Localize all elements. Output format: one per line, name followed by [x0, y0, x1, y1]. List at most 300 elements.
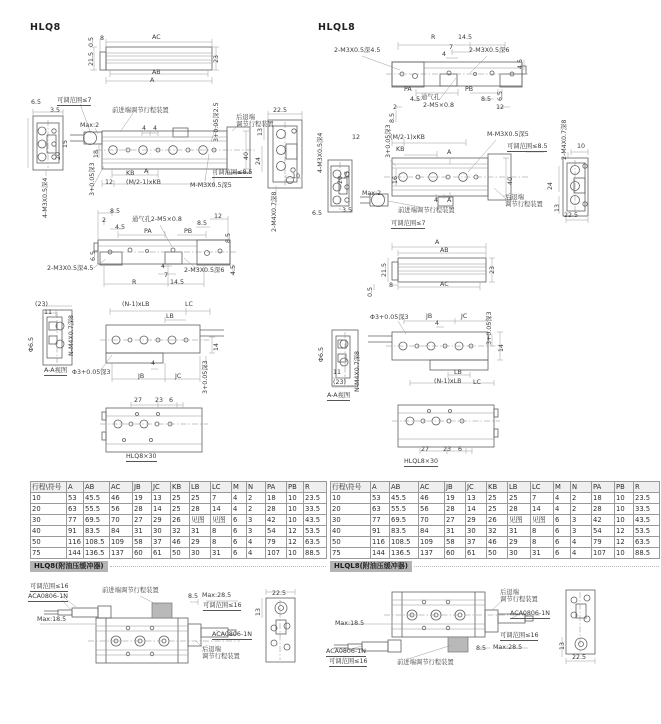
- table-cell: 6: [232, 537, 247, 548]
- table-cell: 20: [31, 504, 67, 515]
- dim-label: 4-M3X0.5深4: [317, 132, 324, 173]
- dim-label: 可调范围≤16: [203, 603, 241, 611]
- table-cell: 33.5: [304, 504, 327, 515]
- table-cell: 25: [171, 504, 190, 515]
- table-cell: 31: [445, 526, 466, 537]
- dim-label: 40: [243, 151, 250, 160]
- dim-label: KB: [396, 146, 405, 153]
- table-cell: 6: [232, 515, 247, 526]
- table-row: [331, 548, 660, 559]
- dim-label: 11: [333, 369, 342, 376]
- table-cell: 75: [331, 548, 371, 559]
- table-cell: 63: [67, 504, 84, 515]
- table-cell: 3: [571, 526, 592, 537]
- table-cell: 107: [266, 548, 287, 559]
- table-cell: 31: [190, 526, 211, 537]
- page-title-hlq8: HLQ8: [30, 22, 61, 33]
- dim-label: 后退端: [236, 114, 255, 121]
- dim-label: 4-M3X0.5深4: [42, 177, 49, 218]
- dim-label: JC: [461, 313, 468, 320]
- table-row: [331, 515, 660, 526]
- table-header-cell: JC: [152, 482, 171, 493]
- table-cell: 4: [571, 537, 592, 548]
- dim-label: Max:18.5: [335, 620, 365, 627]
- dim-label: 前进端调节行程装置: [398, 207, 455, 214]
- table-cell: 45.5: [84, 493, 110, 504]
- table-cell: 70: [110, 515, 133, 526]
- section-caption-row-hlq8: [30, 561, 326, 572]
- table-cell: 79: [592, 537, 615, 548]
- table-header-cell: PB: [615, 482, 634, 493]
- table-cell: 4: [232, 504, 247, 515]
- dim-label: 通气孔: [421, 94, 440, 101]
- dim-label: 12: [496, 104, 505, 111]
- dim-label: A-A视图: [327, 393, 350, 401]
- table-cell: 10: [287, 493, 304, 504]
- dim-label: 后退端: [500, 589, 519, 596]
- table-row: [331, 504, 660, 515]
- table-cell: 54: [266, 526, 287, 537]
- table-cell: 14: [152, 504, 171, 515]
- table-cell: 144: [67, 548, 84, 559]
- dim-label: 2-M3X0.5深4.5: [47, 265, 94, 272]
- table-cell: 30: [190, 548, 211, 559]
- table-cell: 见图: [211, 515, 232, 526]
- table-cell: 10: [615, 515, 634, 526]
- dim-label: 23: [489, 265, 496, 274]
- dim-label: Max:2: [362, 190, 382, 197]
- table-cell: 58: [133, 537, 152, 548]
- table-cell: 29: [152, 515, 171, 526]
- dim-label: 8.5: [389, 112, 396, 123]
- table-cell: 75: [31, 548, 67, 559]
- dim-label: 11: [44, 309, 53, 316]
- dim-label: PA: [404, 86, 412, 93]
- table-cell: 84: [419, 526, 445, 537]
- table-cell: 43.5: [634, 515, 660, 526]
- dim-label: 前进端调节行程装置: [112, 107, 169, 114]
- table-header-cell: JC: [466, 482, 487, 493]
- dim-label: 可调范围≤16: [500, 633, 538, 641]
- dim-label: 6.5: [497, 90, 504, 101]
- dim-label: A: [447, 197, 452, 204]
- table-header-cell: AB: [390, 482, 419, 493]
- table-cell: 18: [266, 493, 287, 504]
- dim-label: 13: [554, 203, 561, 212]
- table-cell: 19: [133, 493, 152, 504]
- table-cell: 10: [31, 493, 67, 504]
- table-cell: 10: [287, 515, 304, 526]
- table-cell: 116: [67, 537, 84, 548]
- dim-label: 2: [393, 104, 398, 111]
- dim-label: 3+0.05深2.5: [213, 102, 220, 142]
- table-header-cell: AC: [110, 482, 133, 493]
- dim-label: 22.5: [272, 590, 287, 597]
- table-cell: 29: [190, 537, 211, 548]
- dim-label: 13: [257, 127, 264, 136]
- section-caption-hlql8: HLQL8(附油压缓冲器): [330, 561, 412, 572]
- table-cell: 8: [531, 526, 554, 537]
- dim-label: 可调范围≤7: [391, 221, 425, 229]
- section-caption-hlq8: HLQ8(附油压缓冲器): [30, 561, 108, 572]
- table-cell: 25: [487, 504, 508, 515]
- table-cell: 26: [171, 515, 190, 526]
- dim-label: 4.5: [517, 58, 524, 69]
- table-cell: 91: [67, 526, 84, 537]
- dim-label: PA: [144, 228, 152, 235]
- dim-label: LB: [166, 313, 174, 320]
- dim-label: 24: [255, 156, 262, 165]
- table-row: [331, 537, 660, 548]
- dim-label: 0.5: [367, 286, 374, 297]
- table-header-cell: LC: [211, 482, 232, 493]
- table-cell: 30: [152, 526, 171, 537]
- table-cell: 46: [487, 537, 508, 548]
- table-cell: 33.5: [634, 504, 660, 515]
- table-cell: 18: [592, 493, 615, 504]
- table-cell: 45.5: [390, 493, 419, 504]
- dim-label: Max:28.5: [493, 644, 523, 651]
- dim-label: 14.5: [170, 279, 185, 286]
- table-cell: 8: [531, 537, 554, 548]
- table-cell: 25: [190, 493, 211, 504]
- dim-label: 通气孔2-M5×0.8: [132, 216, 182, 223]
- table-cell: 83.5: [84, 526, 110, 537]
- dim-label: HLQ8×30: [126, 454, 157, 462]
- dim-label: A: [447, 149, 452, 156]
- table-cell: 6: [232, 526, 247, 537]
- dim-label: AB: [152, 69, 161, 76]
- table-cell: 31: [133, 526, 152, 537]
- dim-label: M-M3X0.5深5: [487, 131, 529, 138]
- dim-label: A: [435, 239, 440, 246]
- dim-label: 6.5: [90, 250, 97, 261]
- page-title-hlql8: HLQL8: [318, 22, 356, 33]
- table-header-cell: PB: [287, 482, 304, 493]
- table-cell: 25: [508, 493, 531, 504]
- dim-label: Max:18.5: [37, 616, 67, 623]
- dim-label: HLQL8×30: [404, 459, 438, 467]
- dim-label: KB: [126, 170, 135, 177]
- table-cell: 108.5: [390, 537, 419, 548]
- dim-label: 2-M4X0.7深8: [561, 119, 568, 160]
- dim-label: PB: [184, 228, 193, 235]
- table-header-cell: LC: [531, 482, 554, 493]
- dim-label: 13: [255, 607, 262, 616]
- table-cell: 91: [371, 526, 390, 537]
- dim-label: A-A视图: [44, 368, 67, 376]
- table-cell: 63.5: [634, 537, 660, 548]
- table-cell: 12: [615, 526, 634, 537]
- table-header-cell: PA: [592, 482, 615, 493]
- dim-label: 13: [559, 641, 566, 650]
- dim-label: PB: [465, 86, 474, 93]
- dim-label: 4: [434, 197, 439, 204]
- dim-label: 12: [105, 179, 114, 186]
- table-cell: 10: [287, 504, 304, 515]
- table-cell: 10: [331, 493, 371, 504]
- dim-label: 22.5: [572, 654, 587, 661]
- table-cell: 6: [554, 548, 571, 559]
- dim-label: (M/2-1)xKB: [126, 179, 161, 186]
- table-cell: 14: [211, 504, 232, 515]
- dim-label: 24: [547, 181, 554, 190]
- dim-label: 23: [155, 397, 164, 404]
- table-cell: 46: [110, 493, 133, 504]
- dim-label: 23: [213, 54, 220, 63]
- dim-label: 4: [435, 320, 440, 327]
- table-cell: 27: [133, 515, 152, 526]
- dim-label: 4: [142, 125, 147, 132]
- dimension-table-hlq8: [30, 481, 327, 559]
- table-cell: 2: [247, 504, 266, 515]
- table-cell: 63.5: [304, 537, 327, 548]
- table-cell: 6: [232, 548, 247, 559]
- dim-label: 3.5: [50, 107, 61, 114]
- table-row: [31, 515, 327, 526]
- table-cell: 12: [615, 537, 634, 548]
- dim-label: 8.5: [110, 208, 121, 215]
- dim-label: LC: [185, 301, 193, 308]
- dim-label: 8: [389, 282, 394, 289]
- table-cell: 28: [266, 504, 287, 515]
- table-header-cell: R: [634, 482, 660, 493]
- table-cell: 31: [211, 548, 232, 559]
- dim-label: 2-M4X0.7深8: [271, 191, 278, 232]
- dim-label: 2-M3X0.5深6: [469, 47, 510, 54]
- dim-label: ACA0806-1N: [510, 611, 550, 619]
- dim-label: 22.5: [273, 107, 288, 114]
- table-cell: 27: [445, 515, 466, 526]
- dim-label: R: [431, 34, 436, 41]
- table-header-cell: KB: [171, 482, 190, 493]
- table-cell: 28: [508, 504, 531, 515]
- table-cell: 84: [110, 526, 133, 537]
- dim-label: N-M4X0.7深8: [354, 350, 361, 392]
- dim-label: Max:28.5: [202, 592, 232, 599]
- table-cell: 7: [211, 493, 232, 504]
- table-cell: 42: [592, 515, 615, 526]
- table-cell: 13: [152, 493, 171, 504]
- table-cell: 14: [531, 504, 554, 515]
- table-cell: 54: [592, 526, 615, 537]
- table-cell: 6: [554, 515, 571, 526]
- caption-rule: [110, 566, 326, 567]
- table-cell: 50: [171, 548, 190, 559]
- dim-label: AB: [440, 247, 449, 254]
- dim-label: ACA0806-1N: [28, 594, 68, 602]
- table-row: [31, 493, 327, 504]
- dim-label: 8.5: [481, 96, 492, 103]
- table-cell: 26: [487, 515, 508, 526]
- dim-label: 3+0.05深3: [202, 360, 209, 394]
- table-cell: 见图: [190, 515, 211, 526]
- dim-label: 20: [337, 175, 344, 184]
- table-cell: 107: [592, 548, 615, 559]
- dim-label: 22.5: [564, 212, 579, 219]
- table-cell: 2: [571, 504, 592, 515]
- table-header-cell: N: [247, 482, 266, 493]
- table-cell: 2: [247, 493, 266, 504]
- table-cell: 37: [152, 537, 171, 548]
- table-cell: 108.5: [84, 537, 110, 548]
- table-cell: 46: [419, 493, 445, 504]
- dim-label: 2-M3X0.5深6: [184, 267, 225, 274]
- dim-label: Φ3+0.05深3: [370, 314, 409, 321]
- dim-label: 可调范围≤8.5: [212, 170, 252, 178]
- table-cell: 25: [171, 493, 190, 504]
- table-cell: 116: [371, 537, 390, 548]
- table-cell: 4: [554, 493, 571, 504]
- dim-label: 12: [214, 213, 223, 220]
- table-cell: 56: [419, 504, 445, 515]
- table-cell: 88.5: [634, 548, 660, 559]
- table-cell: 56: [110, 504, 133, 515]
- table-cell: 83.5: [390, 526, 419, 537]
- dim-label: ACA0806-1N: [326, 649, 366, 657]
- dim-label: (23): [333, 379, 346, 386]
- dim-label: A: [150, 77, 155, 84]
- table-header-cell: AB: [84, 482, 110, 493]
- table-cell: 23.5: [634, 493, 660, 504]
- dim-label: 27: [421, 446, 430, 453]
- table-cell: 7: [531, 493, 554, 504]
- dim-label: (23): [35, 301, 48, 308]
- table-cell: 8: [211, 526, 232, 537]
- dim-label: 2: [102, 217, 107, 224]
- table-cell: 4: [232, 493, 247, 504]
- dim-label: (N-1)xLB: [434, 378, 462, 385]
- table-header-cell: R: [304, 482, 327, 493]
- table-header-cell: JB: [133, 482, 152, 493]
- table-cell: 3: [247, 515, 266, 526]
- table-cell: 40: [331, 526, 371, 537]
- table-cell: 63: [371, 504, 390, 515]
- table-cell: 136.5: [84, 548, 110, 559]
- dim-label: 3.5: [342, 207, 353, 214]
- dim-label: 8.5: [197, 220, 208, 227]
- table-row: [31, 504, 327, 515]
- dim-label: 4.5: [115, 224, 126, 231]
- dim-label: 4.5: [230, 264, 237, 275]
- table-cell: 53: [371, 493, 390, 504]
- table-cell: 79: [266, 537, 287, 548]
- table-cell: 10: [615, 493, 634, 504]
- table-cell: 3: [247, 526, 266, 537]
- dim-label: (N-1)xLB: [122, 301, 150, 308]
- dim-label: 可调范围≤16: [30, 584, 68, 592]
- table-header-cell: 行程\符号: [331, 482, 371, 493]
- table-cell: 60: [445, 548, 466, 559]
- dim-label: 16: [392, 175, 399, 184]
- table-cell: 29: [508, 537, 531, 548]
- dim-label: 3+0.05深3: [89, 162, 96, 196]
- dim-label: N-M4X0.7深8: [68, 314, 75, 356]
- dim-label: 12: [352, 134, 361, 141]
- table-cell: 53: [67, 493, 84, 504]
- dim-label: (M/2-1)xKB: [390, 134, 425, 141]
- dim-label: LB: [454, 369, 462, 376]
- table-cell: 10: [287, 548, 304, 559]
- table-cell: 25: [487, 493, 508, 504]
- dim-label: 4: [442, 51, 447, 58]
- table-cell: 31: [531, 548, 554, 559]
- dim-label: JB: [426, 313, 433, 320]
- table-header-cell: N: [571, 482, 592, 493]
- dim-label: 8: [100, 35, 105, 42]
- table-cell: 46: [171, 537, 190, 548]
- table-cell: 77: [371, 515, 390, 526]
- dim-label: Φ6.5: [318, 347, 325, 362]
- table-cell: 50: [331, 537, 371, 548]
- table-cell: 3: [571, 515, 592, 526]
- table-cell: 40: [31, 526, 67, 537]
- table-row: [31, 526, 327, 537]
- table-cell: 69.5: [390, 515, 419, 526]
- table-cell: 4: [554, 504, 571, 515]
- table-cell: 4: [247, 537, 266, 548]
- table-cell: 42: [266, 515, 287, 526]
- table-row: [31, 537, 327, 548]
- table-cell: 53.5: [304, 526, 327, 537]
- dim-label: 18: [93, 149, 100, 158]
- dim-label: 7: [449, 44, 454, 51]
- dim-label: 6: [169, 397, 174, 404]
- section-caption-row-hlql8: [330, 561, 659, 572]
- table-header-cell: A: [67, 482, 84, 493]
- table-cell: 88.5: [304, 548, 327, 559]
- dim-label: 4.5: [410, 96, 421, 103]
- dim-label: 8.5: [188, 593, 199, 600]
- table-header-cell: M: [554, 482, 571, 493]
- table-cell: 29: [466, 515, 487, 526]
- table-cell: 10: [615, 504, 634, 515]
- table-cell: 43.5: [304, 515, 327, 526]
- dim-label: 15: [62, 139, 69, 148]
- table-cell: 28: [133, 504, 152, 515]
- dim-label: 14: [498, 343, 505, 352]
- dim-label: 40: [507, 176, 514, 185]
- table-cell: 30: [508, 548, 531, 559]
- table-cell: 60: [133, 548, 152, 559]
- dim-label: 调节行程装置: [202, 653, 240, 660]
- table-cell: 4: [571, 548, 592, 559]
- dimension-table-hlql8: [330, 481, 660, 559]
- dim-label: R: [132, 279, 137, 286]
- dim-label: Φ6.5: [28, 337, 35, 352]
- table-header-cell: A: [371, 482, 390, 493]
- table-row: [31, 548, 327, 559]
- table-cell: 50: [31, 537, 67, 548]
- table-cell: 12: [287, 537, 304, 548]
- dim-label: 14.5: [458, 34, 473, 41]
- dim-label: 调节行程装置: [500, 596, 538, 603]
- table-header-cell: AC: [419, 482, 445, 493]
- dim-label: 3+0.05深3: [486, 311, 493, 345]
- dim-label: 4: [153, 125, 158, 132]
- dim-label: 2-M3X0.5深4.5: [334, 47, 381, 54]
- table-header-cell: M: [232, 482, 247, 493]
- dim-label: 前进端调节行程装置: [397, 659, 454, 666]
- table-header-cell: KB: [487, 482, 508, 493]
- table-cell: 109: [110, 537, 133, 548]
- table-cell: 30: [331, 515, 371, 526]
- table-cell: 10: [615, 548, 634, 559]
- dim-label: 10: [292, 173, 301, 180]
- table-cell: 109: [419, 537, 445, 548]
- dim-label: 可调范围≤16: [329, 659, 367, 667]
- table-header-cell: JB: [445, 482, 466, 493]
